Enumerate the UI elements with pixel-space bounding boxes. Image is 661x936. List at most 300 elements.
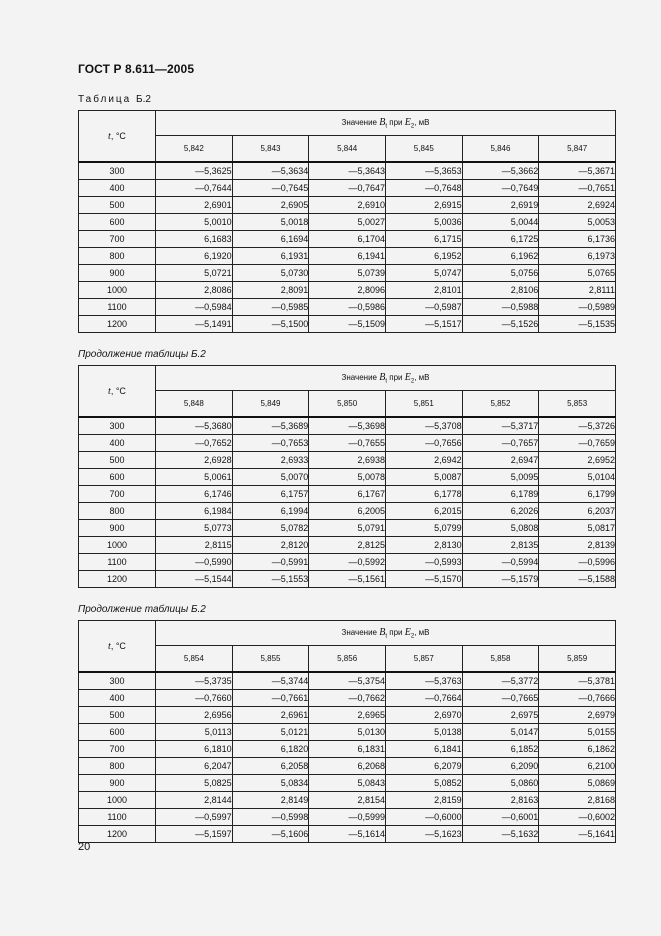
table-row — [79, 672, 616, 690]
value-cell: 6,1810 — [156, 741, 233, 758]
group-label-unit: , мВ — [414, 372, 430, 382]
value-cell: —5,1544 — [156, 571, 233, 588]
group-label-sub2: 2 — [410, 378, 415, 385]
value-cell: 6,1746 — [156, 486, 233, 503]
value-cell: —0,5999 — [309, 809, 386, 826]
temperature-cell: 900 — [79, 775, 156, 792]
group-label-sub: t — [385, 633, 388, 640]
value-cell: —0,7666 — [539, 690, 616, 707]
value-cell: 6,1715 — [385, 231, 462, 248]
value-cell: —5,3744 — [232, 672, 309, 690]
table-row — [79, 162, 616, 180]
temperature-cell: 300 — [79, 417, 156, 435]
data-table — [78, 365, 616, 588]
e-value-header: 5,859 — [539, 645, 616, 672]
table-caption — [78, 94, 151, 105]
value-cell: 5,0010 — [156, 214, 233, 231]
group-label-var: B — [379, 371, 386, 383]
value-cell: —0,7664 — [385, 690, 462, 707]
value-cell: 5,0044 — [462, 214, 539, 231]
value-cell: —5,1597 — [156, 826, 233, 843]
value-cell: —5,1632 — [462, 826, 539, 843]
value-cell: 5,0121 — [232, 724, 309, 741]
value-cell: 2,8120 — [232, 537, 309, 554]
e-value-header: 5,845 — [385, 135, 462, 162]
temperature-cell: 1000 — [79, 282, 156, 299]
temperature-symbol: t — [108, 640, 111, 652]
value-cell: —0,7655 — [309, 435, 386, 452]
e-value-header: 5,848 — [156, 390, 233, 417]
e-value-header: 5,852 — [462, 390, 539, 417]
temperature-cell: 400 — [79, 690, 156, 707]
value-cell: —0,5996 — [539, 554, 616, 571]
temperature-symbol: t — [108, 385, 111, 397]
value-cell: 6,1862 — [539, 741, 616, 758]
value-cell: —5,1509 — [309, 316, 386, 333]
table-row — [79, 316, 616, 333]
value-cell: 6,1683 — [156, 231, 233, 248]
value-cell: —5,3708 — [385, 417, 462, 435]
temperature-cell: 1200 — [79, 316, 156, 333]
value-cell: 6,1841 — [385, 741, 462, 758]
value-cell: 2,8163 — [462, 792, 539, 809]
table-row — [79, 282, 616, 299]
table-row — [79, 826, 616, 843]
table-row — [79, 503, 616, 520]
value-cell: 5,0782 — [232, 520, 309, 537]
value-cell: 6,2005 — [309, 503, 386, 520]
value-cell: —5,1553 — [232, 571, 309, 588]
value-cell: —0,6001 — [462, 809, 539, 826]
group-label-var: B — [379, 116, 386, 128]
value-cell: 5,0078 — [309, 469, 386, 486]
temperature-cell: 600 — [79, 469, 156, 486]
temperature-cell: 400 — [79, 180, 156, 197]
table-row — [79, 231, 616, 248]
table-continuation-caption: Продолжение таблицы Б.2 — [78, 349, 206, 360]
temperature-cell: 1200 — [79, 826, 156, 843]
group-label-var2: E — [404, 371, 411, 383]
value-cell: 5,0730 — [232, 265, 309, 282]
table-row — [79, 537, 616, 554]
caption-number: Б.2 — [136, 94, 151, 105]
value-cell: —0,5986 — [309, 299, 386, 316]
temperature-unit: , °C — [110, 385, 126, 396]
value-cell: 5,0087 — [385, 469, 462, 486]
value-cell: 5,0869 — [539, 775, 616, 792]
e-value-header: 5,854 — [156, 645, 233, 672]
value-cell: 6,1799 — [539, 486, 616, 503]
value-cell: 2,6965 — [309, 707, 386, 724]
e-value-header: 5,850 — [309, 390, 386, 417]
temperature-cell: 1200 — [79, 571, 156, 588]
value-cell: 5,0113 — [156, 724, 233, 741]
value-cell: 5,0791 — [309, 520, 386, 537]
value-cell: 5,0070 — [232, 469, 309, 486]
value-cell: —0,7653 — [232, 435, 309, 452]
value-cell: 2,6905 — [232, 197, 309, 214]
e-value-header: 5,849 — [232, 390, 309, 417]
value-cell: —0,7662 — [309, 690, 386, 707]
temperature-column-header — [79, 621, 156, 673]
value-cell: 5,0860 — [462, 775, 539, 792]
value-cell: 6,2026 — [462, 503, 539, 520]
value-cell: 6,1952 — [385, 248, 462, 265]
value-cell: 2,6915 — [385, 197, 462, 214]
value-cell: 2,8130 — [385, 537, 462, 554]
value-cell: 5,0817 — [539, 520, 616, 537]
value-cell: 5,0756 — [462, 265, 539, 282]
value-cell: —5,3698 — [309, 417, 386, 435]
value-cell: —5,1491 — [156, 316, 233, 333]
value-cell: —5,3772 — [462, 672, 539, 690]
e-value-header: 5,842 — [156, 135, 233, 162]
data-table — [78, 620, 616, 843]
value-cell: 5,0036 — [385, 214, 462, 231]
value-cell: 2,6938 — [309, 452, 386, 469]
value-cell: 2,6947 — [462, 452, 539, 469]
value-cell: 5,0155 — [539, 724, 616, 741]
value-cell: —0,5988 — [462, 299, 539, 316]
value-cell: —5,1614 — [309, 826, 386, 843]
value-cell: 6,2090 — [462, 758, 539, 775]
value-group-header — [156, 111, 616, 136]
value-cell: 6,1994 — [232, 503, 309, 520]
value-cell: 2,6924 — [539, 197, 616, 214]
table-row — [79, 435, 616, 452]
temperature-symbol: t — [108, 130, 111, 142]
temperature-column-header — [79, 111, 156, 163]
table-row — [79, 197, 616, 214]
value-cell: 2,8106 — [462, 282, 539, 299]
value-cell: 2,8125 — [309, 537, 386, 554]
table-row — [79, 724, 616, 741]
value-cell: 2,6975 — [462, 707, 539, 724]
value-cell: —0,5992 — [309, 554, 386, 571]
temperature-cell: 800 — [79, 248, 156, 265]
temperature-cell: 700 — [79, 741, 156, 758]
group-label-sub2: 2 — [410, 633, 415, 640]
temperature-cell: 800 — [79, 503, 156, 520]
temperature-cell: 500 — [79, 707, 156, 724]
table-row — [79, 180, 616, 197]
value-cell: 5,0773 — [156, 520, 233, 537]
value-cell: —0,6000 — [385, 809, 462, 826]
value-cell: —5,3763 — [385, 672, 462, 690]
e-value-header: 5,856 — [309, 645, 386, 672]
value-cell: —0,7645 — [232, 180, 309, 197]
value-cell: —0,7656 — [385, 435, 462, 452]
value-cell: 2,6928 — [156, 452, 233, 469]
temperature-cell: 1100 — [79, 299, 156, 316]
value-cell: 5,0053 — [539, 214, 616, 231]
value-cell: 6,1831 — [309, 741, 386, 758]
group-label-prefix: Значение — [341, 627, 378, 637]
table-row — [79, 809, 616, 826]
table-row — [79, 265, 616, 282]
e-value-header: 5,851 — [385, 390, 462, 417]
value-cell: —5,1500 — [232, 316, 309, 333]
value-group-header — [156, 366, 616, 391]
value-cell: —5,3735 — [156, 672, 233, 690]
value-cell: —0,7647 — [309, 180, 386, 197]
value-cell: 6,2100 — [539, 758, 616, 775]
value-cell: 5,0739 — [309, 265, 386, 282]
value-cell: 2,8149 — [232, 792, 309, 809]
value-cell: —5,1526 — [462, 316, 539, 333]
temperature-cell: 500 — [79, 197, 156, 214]
value-cell: 2,8096 — [309, 282, 386, 299]
value-cell: —0,5993 — [385, 554, 462, 571]
value-cell: 6,1920 — [156, 248, 233, 265]
value-cell: 6,1736 — [539, 231, 616, 248]
table-row — [79, 299, 616, 316]
group-label-unit: , мВ — [414, 117, 430, 127]
value-cell: 2,6956 — [156, 707, 233, 724]
value-cell: —0,5994 — [462, 554, 539, 571]
value-cell: —0,5985 — [232, 299, 309, 316]
value-cell: 2,6901 — [156, 197, 233, 214]
value-cell: —5,3717 — [462, 417, 539, 435]
e-value-header: 5,847 — [539, 135, 616, 162]
value-cell: —0,5989 — [539, 299, 616, 316]
value-cell: 2,6961 — [232, 707, 309, 724]
value-cell: —5,3689 — [232, 417, 309, 435]
group-label-mid: при — [389, 627, 403, 637]
value-cell: 5,0147 — [462, 724, 539, 741]
value-cell: —0,7648 — [385, 180, 462, 197]
value-cell: —5,3671 — [539, 162, 616, 180]
value-cell: —5,3643 — [309, 162, 386, 180]
temperature-unit: , °C — [110, 640, 126, 651]
group-label-var: B — [379, 626, 386, 638]
value-cell: 6,2068 — [309, 758, 386, 775]
value-cell: 5,0721 — [156, 265, 233, 282]
value-cell: 2,8101 — [385, 282, 462, 299]
table-row — [79, 775, 616, 792]
value-cell: —0,5997 — [156, 809, 233, 826]
value-cell: 5,0808 — [462, 520, 539, 537]
value-cell: —5,1561 — [309, 571, 386, 588]
value-cell: 2,6919 — [462, 197, 539, 214]
value-cell: —5,1517 — [385, 316, 462, 333]
value-cell: —5,3680 — [156, 417, 233, 435]
temperature-cell: 500 — [79, 452, 156, 469]
value-cell: 5,0765 — [539, 265, 616, 282]
e-value-header: 5,843 — [232, 135, 309, 162]
temperature-cell: 900 — [79, 265, 156, 282]
value-cell: 5,0104 — [539, 469, 616, 486]
value-cell: 2,8154 — [309, 792, 386, 809]
table-row — [79, 758, 616, 775]
value-cell: —0,5998 — [232, 809, 309, 826]
value-cell: 6,1941 — [309, 248, 386, 265]
value-cell: 6,1767 — [309, 486, 386, 503]
temperature-cell: 800 — [79, 758, 156, 775]
group-label-mid: при — [389, 117, 403, 127]
temperature-cell: 600 — [79, 724, 156, 741]
value-cell: 5,0018 — [232, 214, 309, 231]
value-cell: —5,1570 — [385, 571, 462, 588]
group-label-sub: t — [385, 123, 388, 130]
value-cell: 5,0852 — [385, 775, 462, 792]
table-row — [79, 214, 616, 231]
e-value-header: 5,844 — [309, 135, 386, 162]
page-number: 20 — [78, 841, 91, 853]
value-cell: 2,6970 — [385, 707, 462, 724]
temperature-column-header — [79, 366, 156, 418]
value-cell: —0,7659 — [539, 435, 616, 452]
table-row — [79, 741, 616, 758]
data-table — [78, 110, 616, 333]
value-cell: —5,3781 — [539, 672, 616, 690]
value-cell: 6,2047 — [156, 758, 233, 775]
value-cell: —5,3653 — [385, 162, 462, 180]
value-cell: —5,3726 — [539, 417, 616, 435]
value-cell: 5,0834 — [232, 775, 309, 792]
value-cell: —5,1579 — [462, 571, 539, 588]
value-cell: —0,6002 — [539, 809, 616, 826]
value-cell: 6,1778 — [385, 486, 462, 503]
group-label-unit: , мВ — [414, 627, 430, 637]
e-value-header: 5,853 — [539, 390, 616, 417]
table-row — [79, 554, 616, 571]
value-cell: 6,2079 — [385, 758, 462, 775]
group-label-prefix: Значение — [341, 372, 378, 382]
value-cell: 2,6979 — [539, 707, 616, 724]
value-cell: —5,1623 — [385, 826, 462, 843]
group-label-sub2: 2 — [410, 123, 415, 130]
document-header: ГОСТ Р 8.611—2005 — [78, 62, 195, 76]
temperature-cell: 900 — [79, 520, 156, 537]
value-cell: 2,8135 — [462, 537, 539, 554]
value-cell: —5,1535 — [539, 316, 616, 333]
value-cell: 5,0130 — [309, 724, 386, 741]
value-cell: —5,1606 — [232, 826, 309, 843]
table-row — [79, 417, 616, 435]
value-cell: —5,1588 — [539, 571, 616, 588]
e-value-header: 5,857 — [385, 645, 462, 672]
temperature-unit: , °C — [110, 130, 126, 141]
value-cell: 6,1852 — [462, 741, 539, 758]
temperature-cell: 300 — [79, 162, 156, 180]
temperature-cell: 1000 — [79, 792, 156, 809]
table-row — [79, 690, 616, 707]
temperature-cell: 1100 — [79, 554, 156, 571]
value-cell: 2,8091 — [232, 282, 309, 299]
value-cell: 5,0061 — [156, 469, 233, 486]
value-cell: 6,1704 — [309, 231, 386, 248]
value-cell: 2,6933 — [232, 452, 309, 469]
value-cell: 6,1984 — [156, 503, 233, 520]
temperature-cell: 700 — [79, 231, 156, 248]
value-cell: —5,3754 — [309, 672, 386, 690]
value-cell: 6,2037 — [539, 503, 616, 520]
table-row — [79, 469, 616, 486]
value-cell: 2,6942 — [385, 452, 462, 469]
value-cell: 5,0138 — [385, 724, 462, 741]
value-cell: 6,2015 — [385, 503, 462, 520]
value-cell: 6,1820 — [232, 741, 309, 758]
value-cell: 5,0799 — [385, 520, 462, 537]
e-value-header: 5,855 — [232, 645, 309, 672]
group-label-sub: t — [385, 378, 388, 385]
value-cell: 2,6910 — [309, 197, 386, 214]
value-cell: 6,1962 — [462, 248, 539, 265]
value-cell: 5,0843 — [309, 775, 386, 792]
value-cell: 2,8159 — [385, 792, 462, 809]
table-row — [79, 571, 616, 588]
temperature-cell: 300 — [79, 672, 156, 690]
table-row — [79, 520, 616, 537]
value-cell: 6,2058 — [232, 758, 309, 775]
value-cell: —0,7660 — [156, 690, 233, 707]
value-group-header — [156, 621, 616, 646]
table-row — [79, 792, 616, 809]
value-cell: 5,0027 — [309, 214, 386, 231]
temperature-cell: 700 — [79, 486, 156, 503]
table-row — [79, 707, 616, 724]
value-cell: —0,7665 — [462, 690, 539, 707]
table-row — [79, 486, 616, 503]
value-cell: —0,7652 — [156, 435, 233, 452]
value-cell: —0,5984 — [156, 299, 233, 316]
caption-word: Таблица — [78, 94, 132, 105]
table-row — [79, 452, 616, 469]
table-row — [79, 248, 616, 265]
value-cell: 5,0825 — [156, 775, 233, 792]
value-cell: —5,1641 — [539, 826, 616, 843]
value-cell: 2,8168 — [539, 792, 616, 809]
value-cell: 6,1973 — [539, 248, 616, 265]
value-cell: —0,5987 — [385, 299, 462, 316]
value-cell: 2,8115 — [156, 537, 233, 554]
group-label-mid: при — [389, 372, 403, 382]
e-value-header: 5,846 — [462, 135, 539, 162]
value-cell: 2,8111 — [539, 282, 616, 299]
value-cell: —5,3662 — [462, 162, 539, 180]
temperature-cell: 1100 — [79, 809, 156, 826]
value-cell: —5,3634 — [232, 162, 309, 180]
group-label-var2: E — [404, 116, 411, 128]
value-cell: 2,8144 — [156, 792, 233, 809]
value-cell: 6,1757 — [232, 486, 309, 503]
value-cell: 6,1694 — [232, 231, 309, 248]
value-cell: —0,5990 — [156, 554, 233, 571]
value-cell: 5,0747 — [385, 265, 462, 282]
value-cell: —0,7651 — [539, 180, 616, 197]
value-cell: 2,8086 — [156, 282, 233, 299]
temperature-cell: 1000 — [79, 537, 156, 554]
value-cell: 6,1725 — [462, 231, 539, 248]
group-label-prefix: Значение — [341, 117, 378, 127]
value-cell: 6,1931 — [232, 248, 309, 265]
value-cell: —0,7657 — [462, 435, 539, 452]
value-cell: —0,5991 — [232, 554, 309, 571]
value-cell: —0,7644 — [156, 180, 233, 197]
value-cell: 6,1789 — [462, 486, 539, 503]
value-cell: 2,8139 — [539, 537, 616, 554]
temperature-cell: 400 — [79, 435, 156, 452]
value-cell: 2,6952 — [539, 452, 616, 469]
value-cell: —0,7661 — [232, 690, 309, 707]
value-cell: —0,7649 — [462, 180, 539, 197]
temperature-cell: 600 — [79, 214, 156, 231]
group-label-var2: E — [404, 626, 411, 638]
table-continuation-caption: Продолжение таблицы Б.2 — [78, 604, 206, 615]
value-cell: 5,0095 — [462, 469, 539, 486]
value-cell: —5,3625 — [156, 162, 233, 180]
